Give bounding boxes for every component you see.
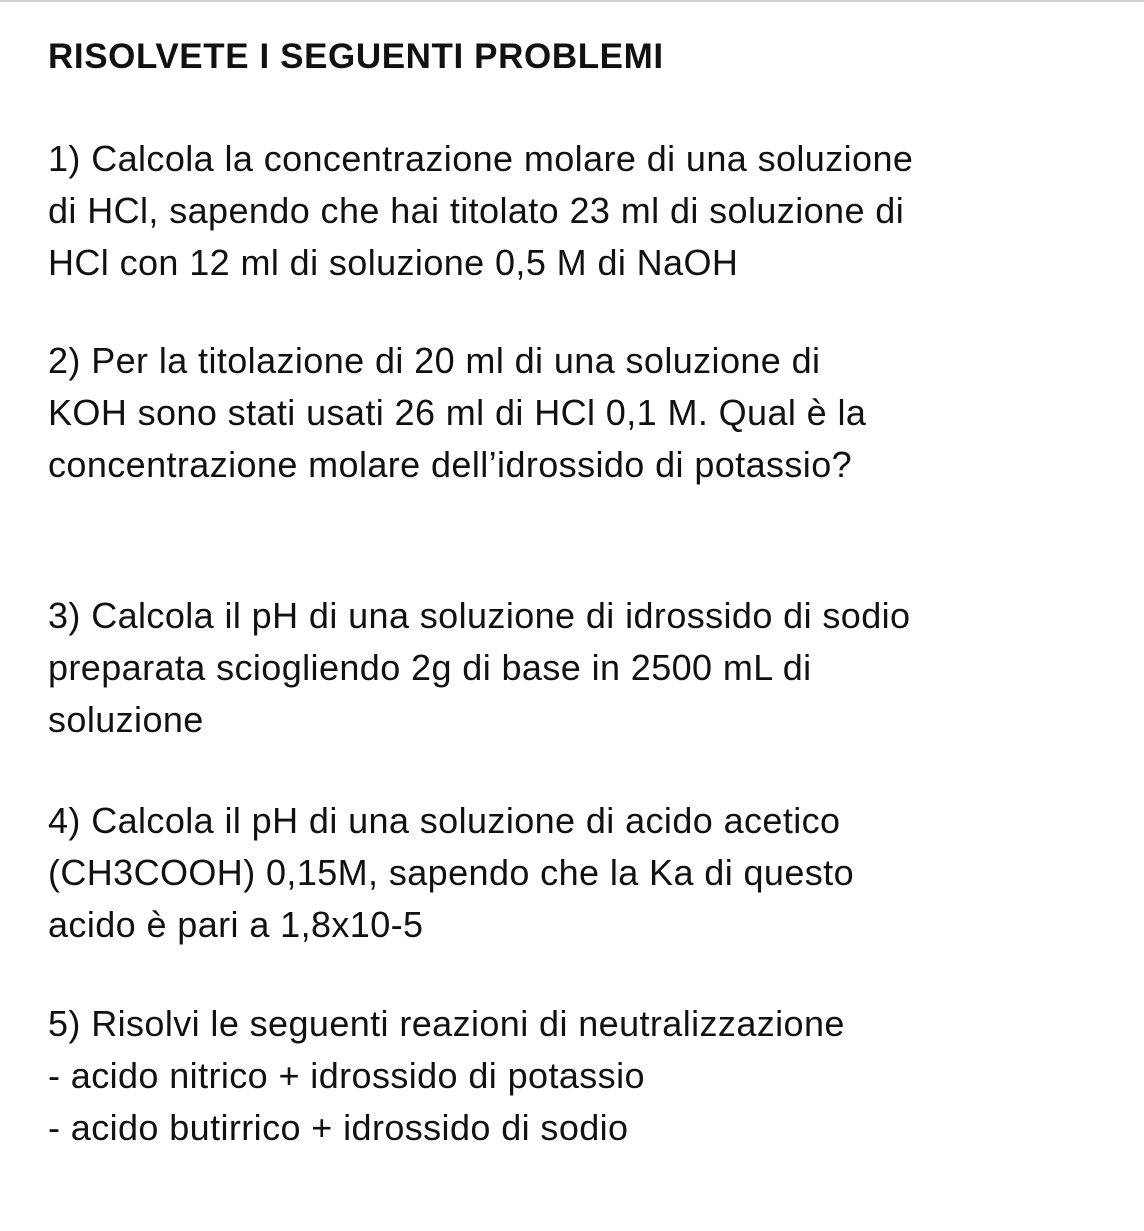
top-divider — [0, 0, 1144, 2]
problem-2-line-3: concentrazione molare dell’idrossido di potassio? — [48, 444, 853, 485]
problem-4 — [48, 795, 1118, 951]
problem-5-line-3: - acido butirrico + idrossido di sodio — [48, 1107, 629, 1148]
problem-5-line-2: - acido nitrico + idrossido di potassio — [48, 1055, 645, 1096]
problem-1-line-3: HCl con 12 ml di soluzione 0,5 M di NaOH — [48, 242, 739, 283]
problem-3-line-1: 3) Calcola il pH di una soluzione di idrossido di sodio — [48, 595, 911, 636]
problem-5 — [48, 998, 1118, 1154]
problem-3 — [48, 590, 1118, 746]
problem-1 — [48, 133, 1118, 289]
problem-5-line-1: 5) Risolvi le seguenti reazioni di neutralizzazione — [48, 1003, 845, 1044]
problem-3-line-2: preparata sciogliendo 2g di base in 2500 mL di — [48, 647, 812, 688]
problem-4-line-1: 4) Calcola il pH di una soluzione di acido acetico — [48, 800, 841, 841]
problem-1-line-1: 1) Calcola la concentrazione molare di una soluzione — [48, 138, 914, 179]
problem-1-line-2: di HCl, sapendo che hai titolato 23 ml di soluzione di — [48, 190, 905, 231]
problem-4-line-3: acido è pari a 1,8x10-5 — [48, 904, 424, 945]
problem-2 — [48, 335, 1118, 491]
problem-2-line-1: 2) Per la titolazione di 20 ml di una soluzione di — [48, 340, 821, 381]
document-title: RISOLVETE I SEGUENTI PROBLEMI — [48, 37, 664, 76]
problem-3-line-3: soluzione — [48, 699, 204, 740]
problem-4-line-2: (CH3COOH) 0,15M, sapendo che la Ka di questo — [48, 852, 854, 893]
problem-2-line-2: KOH sono stati usati 26 ml di HCl 0,1 M. Qual è la — [48, 392, 867, 433]
